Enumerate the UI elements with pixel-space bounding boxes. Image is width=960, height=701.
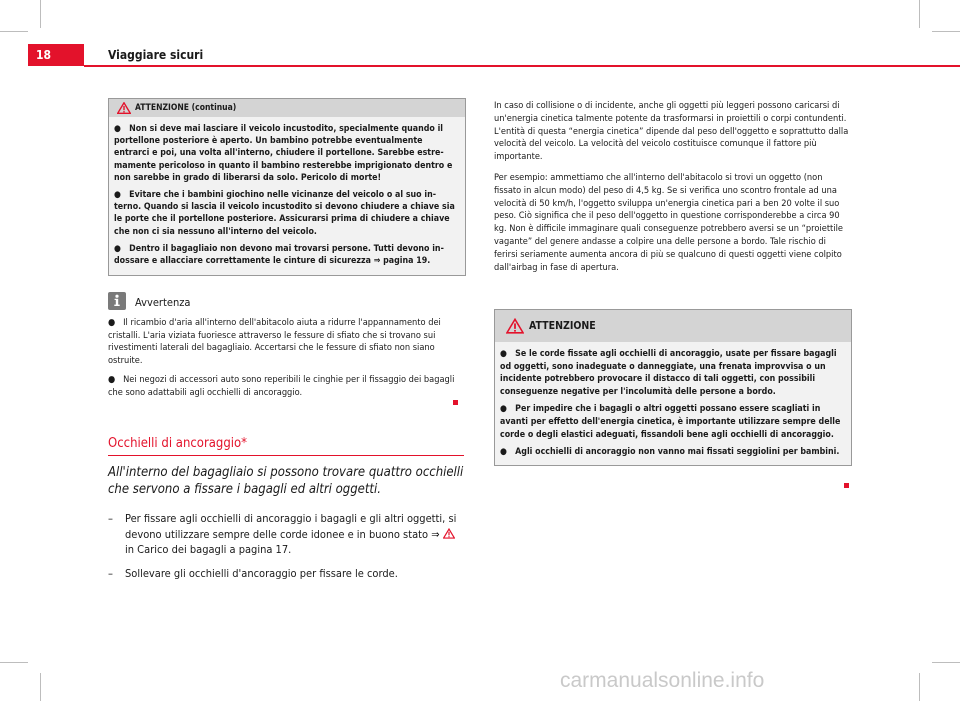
crop-mark xyxy=(40,0,41,28)
list-item: ● Nei negozi di accessori auto sono reperibili le cinghie per il fissaggio dei bagagli che sono adattabili agli occhielli di ancoraggio. xyxy=(108,374,455,398)
crop-mark xyxy=(932,662,960,663)
list-item: ● Agli occhielli di ancoraggio non vanno mai fissati seggiolini per bambini. xyxy=(500,447,840,458)
list-item: ● Non si deve mai lasciare il veicolo incustodito, specialmente quando il portellone posteriore è aperto. Un bambino potrebbe eventualmente entrarci e poi, una volta all'interno, chiudere il portellone. Sarebbe estremamente pericoloso in quanto il bambino resterebbe imprigionato dentro e non sarebbe in grado di liberarsi da solo. Pericolo di morte! xyxy=(114,124,453,183)
attention-box-title: ATTENZIONE xyxy=(529,320,596,332)
attention-box xyxy=(494,309,852,466)
section-end-marker xyxy=(453,400,458,405)
list-item: ● Dentro il bagagliaio non devono mai trovarsi persone. Tutti devono indossare e allacciare correttamente le cinture di sicurezza ⇒ pagina 19. xyxy=(114,243,444,267)
warning-box-title: ATTENZIONE (continua) xyxy=(135,103,237,113)
list-item: ● Se le corde fissate agli occhielli di ancoraggio, usate per fissare bagagli od oggetti, sono inadeguate o danneggiate, una frenata improvvisa o un incidente potrebbero provocare il distacco di tali oggetti, con possibili conseguenze negative per l'incolumità delle persone a bordo. xyxy=(500,349,837,397)
warning-triangle-icon xyxy=(443,528,455,539)
page-number: 18 xyxy=(28,44,84,66)
list-item: ● Il ricambio d'aria all'interno dell'abitacolo aiuta a ridurre l'appannamento dei cristalli. L'aria viziata fuoriesce attraverso le fessure di sfiato che si trovano sui rivestimenti laterali del bagagliaio. Accertarsi che le fessure di sfiato non siano ostruite. xyxy=(108,317,441,366)
header-rule xyxy=(84,65,960,67)
right-column-text xyxy=(494,100,850,282)
warning-triangle-icon xyxy=(506,318,524,334)
attention-box-header xyxy=(495,310,851,342)
section-end-marker xyxy=(844,483,849,488)
step-item: – Sollevare gli occhielli d'ancoraggio per fissare le corde. xyxy=(108,566,398,580)
crop-mark xyxy=(919,673,920,701)
paragraph: In caso di collisione o di incidente, anche gli oggetti più leggeri possono caricarsi di un'energia cinetica talmente potente da trasformarsi in proiettili o corpi contundenti. L'entità di questa “energia cinetica” dipende dal peso dell'oggetto e soprattutto dalla velocità del veicolo. La velocità del veicolo costituisce comunque il fattore più importante. xyxy=(494,100,849,163)
page-title: Viaggiare sicuri xyxy=(108,48,204,62)
crop-mark xyxy=(0,31,28,32)
list-item: ● Per impedire che i bagagli o altri oggetti possano essere scagliati in avanti per effetto dell'energia cinetica, è importante utilizzare sempre delle corde o degli elastici adeguati, fissandoli bene agli occhielli di ancoraggio. xyxy=(500,404,841,440)
step-item: – Per fissare agli occhielli di ancoraggio i bagagli e gli altri oggetti, si devono utilizzare sempre delle corde idonee e in buono stato ⇒ in Carico dei bagagli a pagina 17. xyxy=(108,512,457,556)
watermark: carmanualsonline.info xyxy=(560,669,765,692)
list-item: ● Evitare che i bambini giochino nelle vicinanze del veicolo o al suo interno. Quando si lascia il veicolo incustodito si devono chiudere a chiave sia le porte che il portellone posteriore. Assicurarsi prima di chiudere a chiave che non ci sia nessuno all'interno del veicolo. xyxy=(114,190,455,237)
paragraph: Per esempio: ammettiamo che all'interno dell'abitacolo si trovi un oggetto (non fissato in alcun modo) del peso di 4,5 kg. Se si verifica uno scontro frontale ad una velocità di 50 km/h, l'oggetto sviluppa un'energia cinetica pari a ben 20 volte il suo peso. Ciò significa che il peso dell'oggetto in questione corrisponderebbe a circa 90 kg. Non è difficile immaginare quali conseguenze potrebbero aversi se un “proiettile vagante” del genere andasse a colpire una delle persone a bordo. Tale rischio di ferirsi seriamente aumenta ancora di più se qualcuno di questi oggetti viene colpito dall'airbag in fase di apertura. xyxy=(494,171,843,273)
warning-box-header xyxy=(109,99,465,117)
crop-mark xyxy=(919,0,920,28)
crop-mark xyxy=(0,662,28,663)
warning-box xyxy=(108,98,466,276)
crop-mark xyxy=(40,673,41,701)
warning-triangle-icon xyxy=(117,102,131,114)
crop-mark xyxy=(932,31,960,32)
section-title: Occhielli di ancoraggio* xyxy=(108,436,248,451)
note-title: Avvertenza xyxy=(135,296,191,309)
section-intro: All'interno del bagagliaio si possono trovare quattro occhielli che servono a fissare i bagagli ed altri oggetti. xyxy=(108,465,464,497)
steps-list xyxy=(108,511,464,587)
info-icon xyxy=(108,292,126,310)
section-rule xyxy=(108,455,464,456)
